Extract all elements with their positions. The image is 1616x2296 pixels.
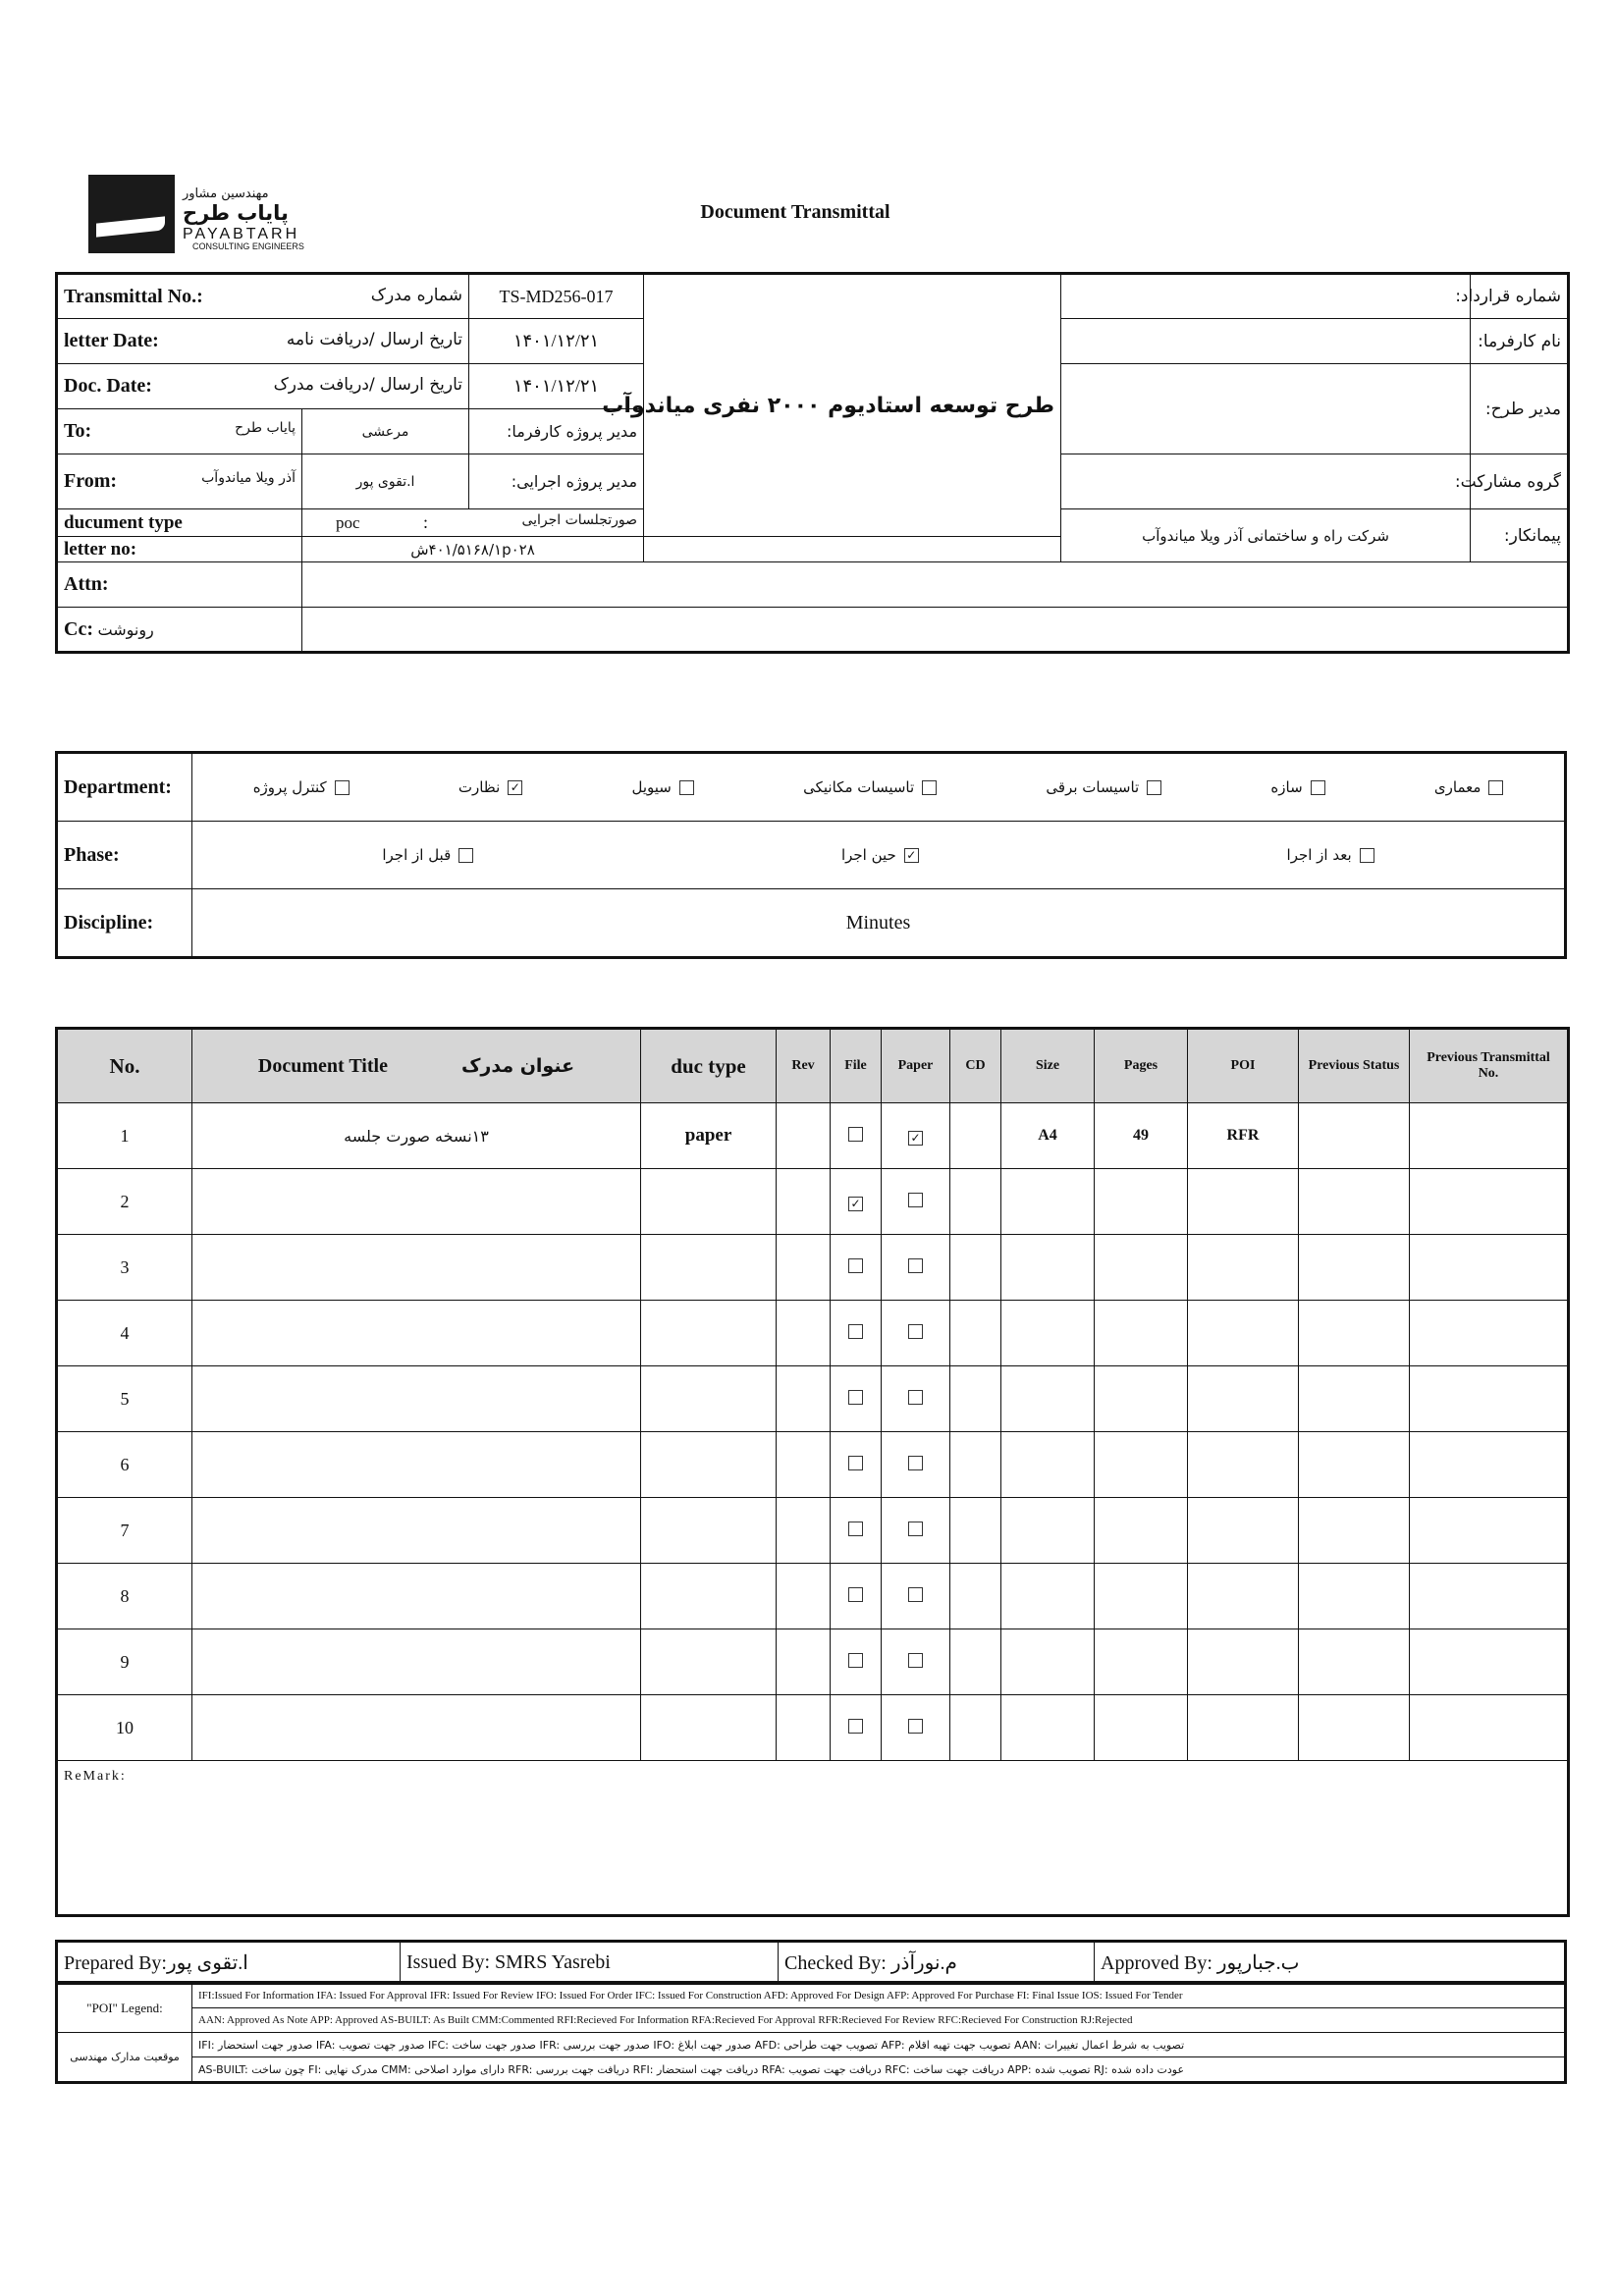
- row-size: A4: [1001, 1103, 1095, 1169]
- department-checkbox[interactable]: [1311, 780, 1325, 795]
- row-paper: [882, 1301, 950, 1366]
- legend-line-2: AAN: Approved As Note APP: Approved AS-BUILT: As Built CMM:Commented RFI:Recieved For Information RFA:Recieved For Approval RFR:Recieved For Review RFC:Recieved For Construction RJ:Rejected: [192, 2008, 1566, 2033]
- department-option: [803, 778, 937, 796]
- row-poi: [1188, 1366, 1299, 1432]
- table-row: [57, 1498, 1569, 1564]
- phase-options: [192, 822, 1566, 889]
- row-rev: [777, 1432, 831, 1498]
- col-title: [192, 1029, 641, 1103]
- department-label: Department:: [57, 753, 192, 822]
- row-type: [641, 1301, 777, 1366]
- row-prev-status: [1299, 1629, 1410, 1695]
- header-table: [55, 272, 1570, 654]
- row-prev-status: [1299, 1432, 1410, 1498]
- table-row: [57, 1235, 1569, 1301]
- logo-en-name: PAYABTARH: [183, 226, 300, 242]
- fa-legend-label: موقعیت مدارک مهندسی: [57, 2033, 192, 2083]
- row-prev-transmittal: [1410, 1629, 1569, 1695]
- doc-date-fa: تاریخ ارسال /دریافت مدرک: [273, 375, 463, 395]
- discipline-label: Discipline:: [57, 889, 192, 958]
- attn-value: [302, 562, 1569, 608]
- row-cd: [950, 1301, 1001, 1366]
- row-type: [641, 1366, 777, 1432]
- col-duc-type: duc type: [641, 1029, 777, 1103]
- row-no: 1: [57, 1103, 192, 1169]
- from-value: آذر ویلا میاندوآب: [201, 470, 296, 486]
- to-value: پایاب طرح: [235, 420, 296, 436]
- row-no: 10: [57, 1695, 192, 1761]
- col-title-fa: عنوان مدرک: [460, 1054, 575, 1077]
- department-option: [458, 778, 522, 796]
- row-poi: RFR: [1188, 1103, 1299, 1169]
- row-file-checkbox[interactable]: [848, 1587, 863, 1602]
- row-cd: [950, 1498, 1001, 1564]
- from-person: ا.تقوی پور: [302, 454, 469, 509]
- row-poi: [1188, 1235, 1299, 1301]
- doc-date-value: ۱۴۰۱/۱۲/۲۱: [469, 364, 644, 409]
- letter-date-cell: [57, 319, 469, 364]
- department-option: [1270, 778, 1324, 796]
- row-prev-status: [1299, 1169, 1410, 1235]
- phase-checkbox[interactable]: [458, 848, 473, 863]
- legend-line-1: IFI:Issued For Information IFA: Issued For Approval IFR: Issued For Review IFO: Issued For Order IFC: Issued For Construction AFD: Approved For Design AFP: Approved For Purchase FI: Final Issue IOS: Issued For Tender: [192, 1983, 1566, 2008]
- row-poi: [1188, 1498, 1299, 1564]
- table-row: [57, 1564, 1569, 1629]
- row-no: 6: [57, 1432, 192, 1498]
- row-paper: [882, 1564, 950, 1629]
- legend-line-3: IFI: صدور جهت استحضار IFA: صدور جهت تصویب IFC: صدور جهت ساخت IFR: صدور جهت بررسی IFO: صدور جهت ابلاغ AFD: تصویب جهت طراحی AFP: تصویب جهت تهیه اقلام AAN: تصویب به شرط اعمال تغییرات: [192, 2033, 1566, 2057]
- department-checkbox[interactable]: [1147, 780, 1161, 795]
- logo-mark: [88, 175, 175, 253]
- approved-by: Approved By: ب.جبارپور: [1095, 1942, 1566, 1984]
- row-size: [1001, 1301, 1095, 1366]
- row-file-checkbox[interactable]: [848, 1127, 863, 1142]
- remark-label: ReMark:: [57, 1761, 1569, 1916]
- department-checkbox[interactable]: ✓: [508, 780, 522, 795]
- row-rev: [777, 1366, 831, 1432]
- row-file-checkbox[interactable]: [848, 1390, 863, 1405]
- table-row: [57, 1629, 1569, 1695]
- row-type: [641, 1169, 777, 1235]
- row-rev: [777, 1103, 831, 1169]
- row-no: 2: [57, 1169, 192, 1235]
- doc-type-label: ducument type: [57, 509, 302, 537]
- row-pages: [1095, 1366, 1188, 1432]
- col-cd: CD: [950, 1029, 1001, 1103]
- transmittal-no-label: Transmittal No.:: [64, 285, 203, 307]
- row-cd: [950, 1432, 1001, 1498]
- department-option: [632, 778, 694, 796]
- table-row: [57, 1103, 1569, 1169]
- row-type: [641, 1629, 777, 1695]
- row-poi: [1188, 1629, 1299, 1695]
- to-cell: [57, 409, 302, 454]
- row-file-checkbox[interactable]: [848, 1719, 863, 1734]
- row-no: 4: [57, 1301, 192, 1366]
- letter-date-label: letter Date:: [64, 330, 159, 351]
- row-no: 5: [57, 1366, 192, 1432]
- row-prev-status: [1299, 1564, 1410, 1629]
- letter-no-value: ۴۰۱/۵۱۶۸/۱p۰۲۸ش: [302, 537, 644, 562]
- row-no: 7: [57, 1498, 192, 1564]
- transmittal-no-fa: شماره مدرک: [370, 285, 463, 305]
- row-file-checkbox[interactable]: [848, 1258, 863, 1273]
- row-prev-transmittal: [1410, 1235, 1569, 1301]
- row-paper-checkbox[interactable]: [908, 1456, 923, 1470]
- prepared-by: Prepared By:ا.تقوی پور: [57, 1942, 401, 1984]
- row-prev-status: [1299, 1301, 1410, 1366]
- row-paper-checkbox[interactable]: [908, 1324, 923, 1339]
- row-cd: [950, 1695, 1001, 1761]
- department-option: [253, 778, 350, 796]
- row-prev-status: [1299, 1366, 1410, 1432]
- col-rev: Rev: [777, 1029, 831, 1103]
- row-title: [192, 1564, 641, 1629]
- from-cell: [57, 454, 302, 509]
- row-pages: [1095, 1695, 1188, 1761]
- department-checkbox[interactable]: [1488, 780, 1503, 795]
- phase-option: [1287, 846, 1374, 864]
- row-no: 9: [57, 1629, 192, 1695]
- row-cd: [950, 1629, 1001, 1695]
- row-rev: [777, 1169, 831, 1235]
- row-prev-transmittal: [1410, 1366, 1569, 1432]
- department-option: [1046, 778, 1161, 796]
- plan-manager-value: [1061, 364, 1471, 454]
- contractor-label: پیمانکار:: [1471, 509, 1569, 562]
- row-file-checkbox[interactable]: ✓: [848, 1197, 863, 1211]
- phase-checkbox[interactable]: ✓: [904, 848, 919, 863]
- row-title: [192, 1629, 641, 1695]
- row-size: [1001, 1629, 1095, 1695]
- row-file: [831, 1235, 882, 1301]
- partner-group-label: گروه مشارکت:: [1471, 454, 1569, 509]
- contractor-value: شرکت راه و ساختمانی آذر ویلا میاندوآب: [1061, 509, 1471, 562]
- project-title: طرح توسعه استادیوم ۲۰۰۰ نفری میاندوآب: [644, 274, 1061, 537]
- row-rev: [777, 1235, 831, 1301]
- row-size: [1001, 1498, 1095, 1564]
- row-title: [192, 1432, 641, 1498]
- row-file: [831, 1564, 882, 1629]
- row-pages: [1095, 1432, 1188, 1498]
- row-prev-transmittal: [1410, 1432, 1569, 1498]
- row-file: [831, 1498, 882, 1564]
- col-paper: Paper: [882, 1029, 950, 1103]
- phase-option-label: بعد از اجرا: [1286, 846, 1352, 864]
- letter-date-value: ۱۴۰۱/۱۲/۲۱: [469, 319, 644, 364]
- row-pages: [1095, 1564, 1188, 1629]
- row-type: [641, 1564, 777, 1629]
- document-title: Document Transmittal: [700, 201, 890, 223]
- row-prev-transmittal: [1410, 1564, 1569, 1629]
- phase-checkbox[interactable]: [1360, 848, 1374, 863]
- col-prev-transmittal: Previous Transmittal No.: [1410, 1029, 1569, 1103]
- row-file-checkbox[interactable]: [848, 1653, 863, 1668]
- row-rev: [777, 1695, 831, 1761]
- phase-label: Phase:: [57, 822, 192, 889]
- row-paper-checkbox[interactable]: [908, 1719, 923, 1734]
- row-type: paper: [641, 1103, 777, 1169]
- row-title: ۱۳نسخه صورت جلسه: [192, 1103, 641, 1169]
- row-paper: [882, 1103, 950, 1169]
- department-option-label: کنترل پروژه: [252, 778, 327, 796]
- partner-group-value: [1061, 454, 1471, 509]
- plan-manager-label: مدیر طرح:: [1471, 364, 1569, 454]
- row-title: [192, 1169, 641, 1235]
- row-prev-transmittal: [1410, 1695, 1569, 1761]
- row-size: [1001, 1169, 1095, 1235]
- row-cd: [950, 1366, 1001, 1432]
- letter-date-fa: تاریخ ارسال /دریافت نامه: [286, 330, 463, 349]
- row-paper-checkbox[interactable]: [908, 1193, 923, 1207]
- logo-en-sub: CONSULTING ENGINEERS: [192, 241, 304, 251]
- department-option-label: تاسیسات مکانیکی: [803, 778, 915, 796]
- table-row: [57, 1169, 1569, 1235]
- row-poi: [1188, 1301, 1299, 1366]
- row-size: [1001, 1432, 1095, 1498]
- documents-table: [55, 1027, 1570, 1917]
- col-poi: POI: [1188, 1029, 1299, 1103]
- logo-fa-line2: پایاب طرح: [183, 201, 289, 225]
- row-file: [831, 1629, 882, 1695]
- row-paper: [882, 1498, 950, 1564]
- signoff-table: [55, 1940, 1567, 1985]
- table-row: [57, 1695, 1569, 1761]
- row-no: 3: [57, 1235, 192, 1301]
- row-pages: 49: [1095, 1103, 1188, 1169]
- row-file: [831, 1169, 882, 1235]
- legend-table: [55, 1981, 1567, 2084]
- attn-label: Attn:: [57, 562, 302, 608]
- row-type: [641, 1235, 777, 1301]
- row-cd: [950, 1564, 1001, 1629]
- department-option-label: سیویل: [631, 778, 672, 796]
- row-size: [1001, 1235, 1095, 1301]
- row-poi: [1188, 1564, 1299, 1629]
- row-pages: [1095, 1498, 1188, 1564]
- row-cd: [950, 1169, 1001, 1235]
- documents-table-body: [57, 1103, 1569, 1761]
- table-row: [57, 1301, 1569, 1366]
- col-pages: Pages: [1095, 1029, 1188, 1103]
- table-row: [57, 1366, 1569, 1432]
- department-checkbox-row: [198, 778, 1558, 796]
- row-prev-transmittal: [1410, 1498, 1569, 1564]
- department-option-label: نظارت: [458, 778, 501, 796]
- to-role: مدیر پروژه کارفرما:: [469, 409, 644, 454]
- department-option-label: معماری: [1433, 778, 1481, 796]
- doc-type-sep: :: [423, 512, 429, 532]
- col-size: Size: [1001, 1029, 1095, 1103]
- logo-fa-line1: مهندسین مشاور: [183, 187, 269, 201]
- doc-date-cell: [57, 364, 469, 409]
- classification-table: [55, 751, 1567, 959]
- row-paper: [882, 1235, 950, 1301]
- row-prev-status: [1299, 1235, 1410, 1301]
- row-paper-checkbox[interactable]: [908, 1258, 923, 1273]
- contract-no-label: شماره قرارداد:: [1471, 274, 1569, 319]
- contract-no-value: [1061, 274, 1471, 319]
- row-file-checkbox[interactable]: [848, 1456, 863, 1470]
- row-rev: [777, 1301, 831, 1366]
- department-options: [192, 753, 1566, 822]
- row-paper-checkbox[interactable]: [908, 1522, 923, 1536]
- letter-no-label: letter no:: [57, 537, 302, 562]
- row-prev-status: [1299, 1498, 1410, 1564]
- doc-type-fa: صورتجلسات اجرایی: [521, 512, 638, 528]
- doc-date-label: Doc. Date:: [64, 375, 152, 397]
- col-file: File: [831, 1029, 882, 1103]
- row-paper-checkbox[interactable]: [908, 1587, 923, 1602]
- row-title: [192, 1695, 641, 1761]
- row-paper: [882, 1695, 950, 1761]
- phase-checkbox-row: [198, 846, 1558, 864]
- department-checkbox[interactable]: [679, 780, 694, 795]
- department-checkbox[interactable]: [922, 780, 937, 795]
- row-title: [192, 1366, 641, 1432]
- row-file: [831, 1432, 882, 1498]
- row-paper: [882, 1629, 950, 1695]
- row-file: [831, 1366, 882, 1432]
- table-row: [57, 1432, 1569, 1498]
- to-person: مرعشی: [302, 409, 469, 454]
- from-label: From:: [64, 470, 118, 492]
- row-type: [641, 1498, 777, 1564]
- cc-label: Cc:: [64, 617, 93, 640]
- from-role: مدیر پروژه اجرایی:: [469, 454, 644, 509]
- row-prev-status: [1299, 1103, 1410, 1169]
- row-cd: [950, 1103, 1001, 1169]
- phase-option-label: قبل از اجرا: [382, 846, 452, 864]
- cc-fa: رونوشت: [97, 619, 154, 639]
- row-file: [831, 1301, 882, 1366]
- row-title: [192, 1301, 641, 1366]
- employer-label: نام کارفرما:: [1471, 319, 1569, 364]
- row-title: [192, 1235, 641, 1301]
- row-pages: [1095, 1169, 1188, 1235]
- row-title: [192, 1498, 641, 1564]
- issued-by: Issued By: SMRS Yasrebi: [401, 1942, 779, 1984]
- row-size: [1001, 1366, 1095, 1432]
- poi-legend-label: "POI" Legend:: [57, 1983, 192, 2033]
- row-poi: [1188, 1169, 1299, 1235]
- row-size: [1001, 1695, 1095, 1761]
- checked-by: Checked By: م.نورآذر: [779, 1942, 1095, 1984]
- to-label: To:: [64, 420, 92, 442]
- row-rev: [777, 1498, 831, 1564]
- col-no: No.: [57, 1029, 192, 1103]
- row-paper: [882, 1432, 950, 1498]
- col-title-en: Document Title: [257, 1054, 388, 1077]
- row-rev: [777, 1629, 831, 1695]
- row-prev-transmittal: [1410, 1169, 1569, 1235]
- row-poi: [1188, 1695, 1299, 1761]
- letter-no-spacer: [644, 537, 1061, 562]
- row-paper-checkbox[interactable]: [908, 1653, 923, 1668]
- row-no: 8: [57, 1564, 192, 1629]
- doc-type-cell: [302, 509, 644, 537]
- col-prev-status: Previous Status: [1299, 1029, 1410, 1103]
- discipline-value: Minutes: [192, 889, 1566, 958]
- row-pages: [1095, 1235, 1188, 1301]
- cc-value: [302, 608, 1569, 653]
- transmittal-no-value: TS-MD256-017: [469, 274, 644, 319]
- department-option-label: تاسیسات برقی: [1046, 778, 1140, 796]
- cc-cell: [57, 608, 302, 653]
- row-file-checkbox[interactable]: [848, 1324, 863, 1339]
- row-paper: [882, 1366, 950, 1432]
- row-paper: [882, 1169, 950, 1235]
- legend-line-4: AS-BUILT: چون ساخت FI: مدرک نهایی CMM: دارای موارد اصلاحی RFR: دریافت جهت بررسی RFI: دریافت جهت استحضار RFA: دریافت جهت تصویب RFC: دریافت جهت ساخت APP: تصویب شده RJ: عودت داده شده: [192, 2057, 1566, 2083]
- employer-value: [1061, 319, 1471, 364]
- row-paper-checkbox[interactable]: [908, 1390, 923, 1405]
- department-checkbox[interactable]: [335, 780, 350, 795]
- row-file: [831, 1695, 882, 1761]
- row-prev-status: [1299, 1695, 1410, 1761]
- department-option-label: سازه: [1270, 778, 1303, 796]
- row-file: [831, 1103, 882, 1169]
- row-type: [641, 1695, 777, 1761]
- row-paper-checkbox[interactable]: ✓: [908, 1131, 923, 1146]
- phase-option-label: حین اجرا: [840, 846, 896, 864]
- row-poi: [1188, 1432, 1299, 1498]
- department-option: [1434, 778, 1504, 796]
- row-type: [641, 1432, 777, 1498]
- doc-type-code: poc: [336, 513, 360, 532]
- transmittal-no-cell: [57, 274, 469, 319]
- row-prev-transmittal: [1410, 1103, 1569, 1169]
- row-rev: [777, 1564, 831, 1629]
- row-cd: [950, 1235, 1001, 1301]
- row-file-checkbox[interactable]: [848, 1522, 863, 1536]
- phase-option: [841, 846, 919, 864]
- row-pages: [1095, 1629, 1188, 1695]
- row-pages: [1095, 1301, 1188, 1366]
- row-size: [1001, 1564, 1095, 1629]
- phase-option: [382, 846, 473, 864]
- row-prev-transmittal: [1410, 1301, 1569, 1366]
